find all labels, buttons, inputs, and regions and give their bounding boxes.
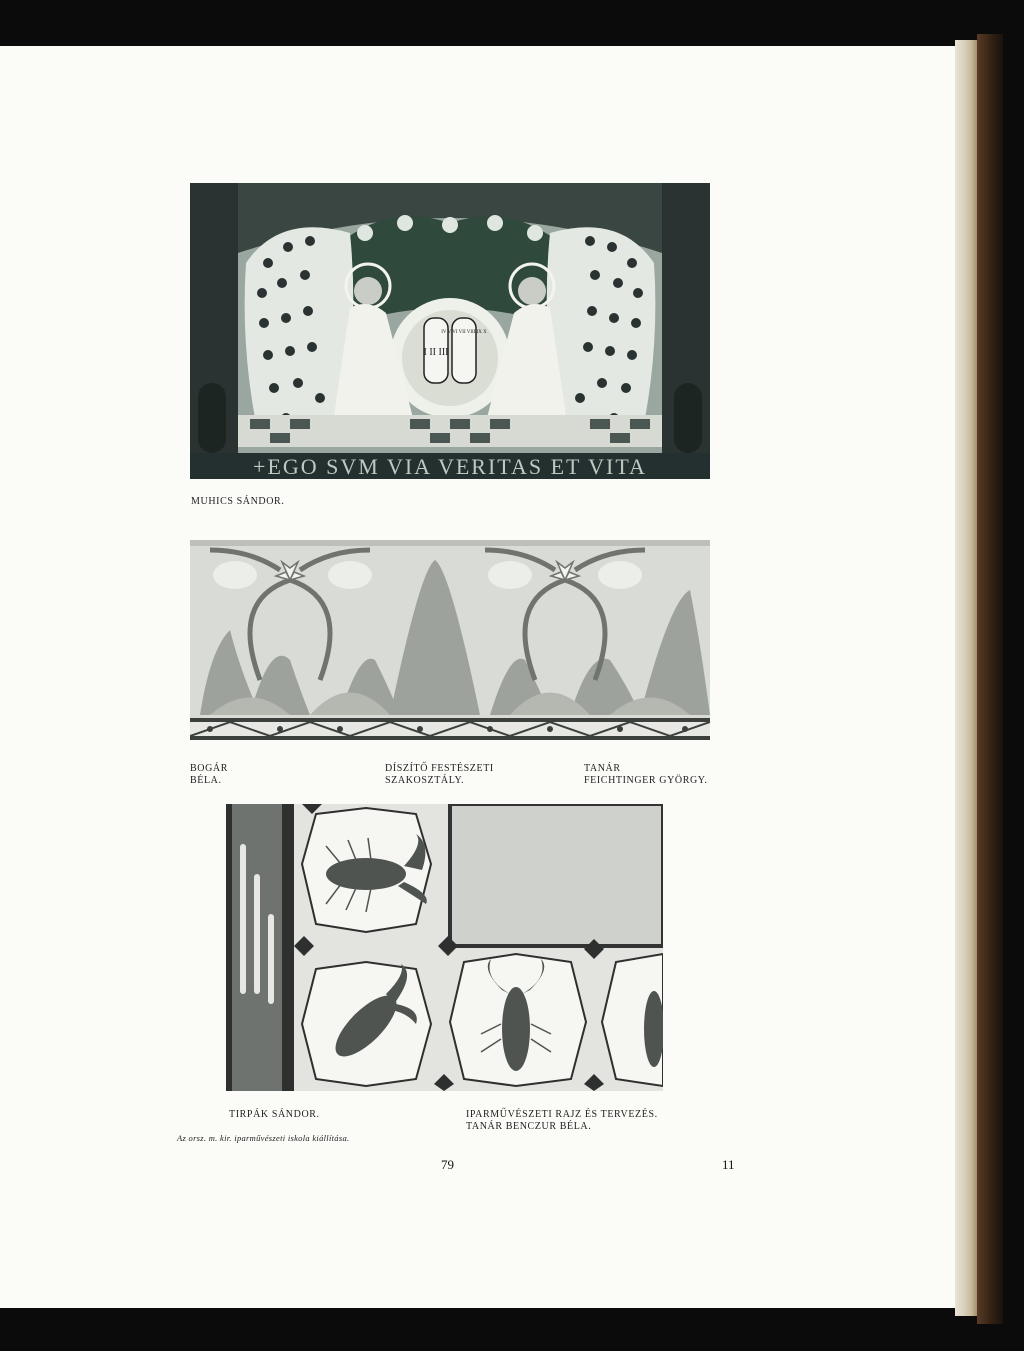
page-stack-edge [955, 40, 977, 1316]
figure2-caption-center [385, 763, 494, 787]
caption-line: BOGÁR [190, 763, 229, 774]
caption-line: BÉLA. [190, 775, 222, 786]
figure2-caption-left [190, 763, 228, 787]
figure-angels-peacocks [190, 183, 710, 479]
figure2-caption-right [584, 763, 707, 787]
figure3-caption-left: TIRPÁK SÁNDOR. [229, 1109, 320, 1120]
caption-line: FEICHTINGER GYÖRGY. [584, 775, 708, 786]
figure3-caption-right [466, 1109, 658, 1133]
caption-line: DÍSZÍTŐ FESTÉSZETI [385, 763, 494, 774]
page-number-left: 79 [441, 1157, 454, 1172]
figure1-caption: MUHICS SÁNDOR. [191, 496, 285, 507]
figure-lily-frieze [190, 540, 710, 740]
book-cover-edge [977, 34, 1003, 1324]
tablet-left-numerals: I II III [423, 347, 449, 358]
caption-line: IPARMŰVÉSZETI RAJZ ÉS TERVEZÉS. [466, 1109, 658, 1120]
page-number-right: 11 [722, 1157, 735, 1172]
inscription-text: +EGO SVM VIA VERITAS ET VITA [253, 454, 647, 479]
figure-crayfish-tiles [226, 804, 663, 1091]
caption-line: TANÁR [584, 763, 621, 774]
tablet-right-numerals: IV V VI VII VIII IX X [441, 330, 487, 335]
caption-line: SZAKOSZTÁLY. [385, 775, 465, 786]
exhibition-footnote: Az orsz. m. kir. iparművészeti iskola kiállítása. [177, 1133, 350, 1143]
caption-line: TANÁR BENCZUR BÉLA. [466, 1121, 592, 1132]
